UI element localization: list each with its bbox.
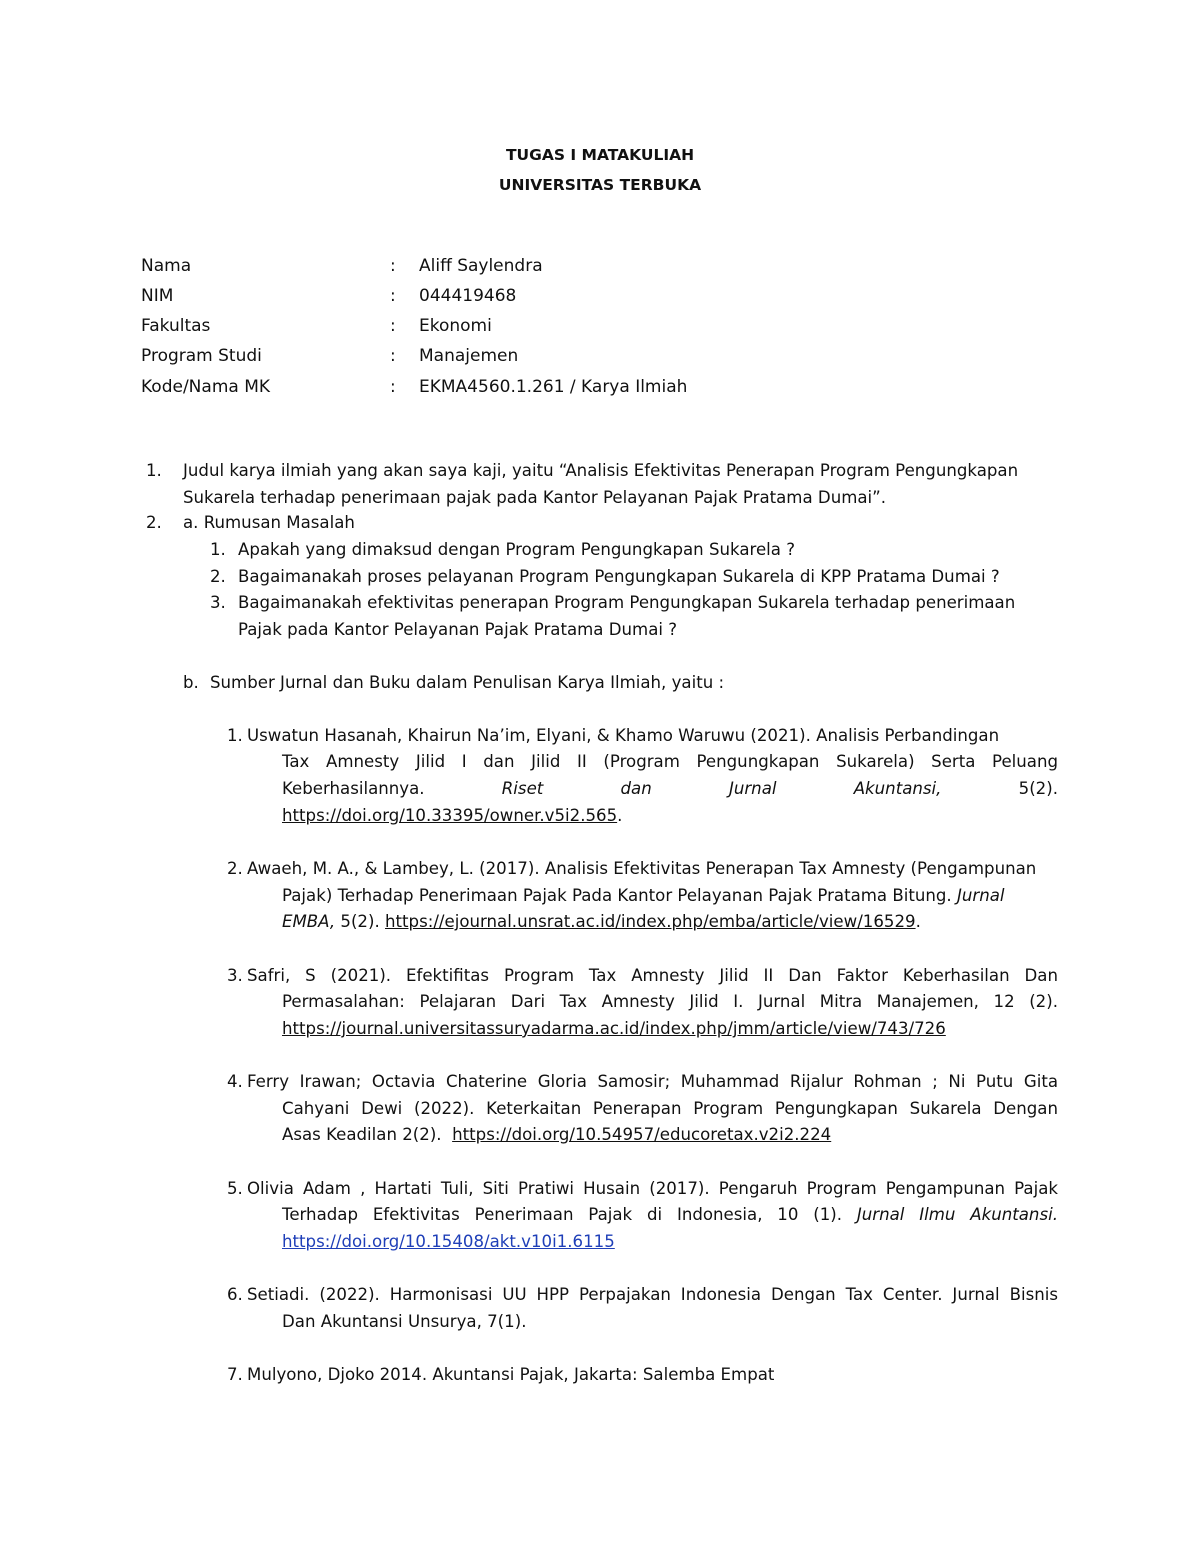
reference-text: Terhadap Efektivitas Penerimaan Pajak di Indonesia, 10 (1).	[282, 1205, 857, 1224]
identity-label: Fakultas	[141, 316, 211, 336]
reference-text: Pajak) Terhadap Penerimaan Pajak Pada Kantor Pelayanan Pajak Pratama Bitung.	[282, 886, 957, 905]
section-heading: a. Rumusan Masalah	[183, 513, 355, 532]
identity-value: Aliff Saylendra	[419, 256, 543, 276]
reference-number: 3.	[227, 966, 243, 985]
question-text: Bagaimanakah proses pelayanan Program Pengungkapan Sukarela di KPP Pratama Dumai ?	[238, 567, 1000, 586]
reference-text: Asas Keadilan 2(2).	[282, 1125, 453, 1144]
reference-number: 6.	[227, 1285, 243, 1304]
reference-text: Jurnal Ilmu Akuntansi.	[856, 1205, 1058, 1224]
identity-value: EKMA4560.1.261 / Karya Ilmiah	[419, 377, 688, 397]
identity-value: Ekonomi	[419, 316, 492, 336]
reference-text: Jurnal	[728, 779, 777, 798]
question-number: 2.	[210, 567, 226, 586]
reference-text: 5(2).	[335, 912, 386, 931]
question-number: 1.	[210, 540, 226, 559]
reference-line	[282, 777, 1058, 801]
list-number: b.	[183, 673, 199, 692]
identity-label: Program Studi	[141, 346, 262, 366]
thesis-title-line: Sukarela terhadap penerimaan pajak pada Kantor Pelayanan Pajak Pratama Dumai”.	[183, 488, 887, 507]
reference-line: Cahyani Dewi (2022). Keterkaitan Penerapan Program Pengungkapan Sukarela Dengan	[282, 1099, 1058, 1118]
reference-line	[282, 884, 1005, 908]
reference-number: 1.	[227, 726, 243, 745]
reference-line: Permasalahan: Pelajaran Dari Tax Amnesty Jilid I. Jurnal Mitra Manajemen, 12 (2).	[282, 992, 1058, 1011]
identity-colon: :	[390, 346, 396, 366]
reference-text: Akuntansi,	[853, 779, 942, 798]
reference-text: Riset	[501, 779, 544, 798]
identity-colon: :	[390, 286, 396, 306]
identity-value: Manajemen	[419, 346, 519, 366]
identity-label: Kode/Nama MK	[141, 377, 271, 397]
reference-text: .	[915, 912, 921, 931]
section-heading: Sumber Jurnal dan Buku dalam Penulisan Karya Ilmiah, yaitu :	[210, 673, 725, 692]
reference-line: Safri, S (2021). Efektifitas Program Tax Amnesty Jilid II Dan Faktor Keberhasilan Dan	[247, 966, 1058, 985]
identity-colon: :	[390, 256, 396, 276]
question-text: Bagaimanakah efektivitas penerapan Program Pengungkapan Sukarela terhadap penerimaan	[238, 593, 1016, 612]
reference-text: .	[617, 806, 623, 825]
document-subtitle: UNIVERSITAS TERBUKA	[498, 176, 702, 194]
reference-text: 5(2).	[1018, 779, 1058, 798]
reference-line: Uswatun Hasanah, Khairun Na’im, Elyani, & Khamo Waruwu (2021). Analisis Perbandingan	[247, 726, 1000, 745]
question-text: Apakah yang dimaksud dengan Program Pengungkapan Sukarela ?	[238, 540, 796, 559]
reference-link[interactable]: https://doi.org/10.33395/owner.v5i2.565	[282, 806, 618, 825]
reference-link[interactable]: https://doi.org/10.54957/educoretax.v2i2.224	[452, 1125, 832, 1144]
reference-line: Dan Akuntansi Unsurya, 7(1).	[282, 1312, 527, 1331]
reference-line	[282, 804, 622, 828]
reference-line: Mulyono, Djoko 2014. Akuntansi Pajak, Jakarta: Salemba Empat	[247, 1365, 775, 1384]
reference-line: Olivia Adam , Hartati Tuli, Siti Pratiwi Husain (2017). Pengaruh Program Pengampunan Pajak	[247, 1179, 1058, 1198]
reference-line: Ferry Irawan; Octavia Chaterine Gloria Samosir; Muhammad Rijalur Rohman ; Ni Putu Gita	[247, 1072, 1058, 1091]
reference-link[interactable]: https://journal.universitassuryadarma.ac.id/index.php/jmm/article/view/743/726	[282, 1019, 946, 1038]
reference-line	[282, 910, 921, 934]
reference-line: Tax Amnesty Jilid I dan Jilid II (Program Pengungkapan Sukarela) Serta Peluang	[282, 752, 1058, 771]
reference-number: 7.	[227, 1365, 243, 1384]
document-title: TUGAS I MATAKULIAH	[505, 146, 695, 164]
reference-text: Jurnal	[957, 886, 1005, 905]
reference-line	[282, 1123, 831, 1147]
reference-line: Awaeh, M. A., & Lambey, L. (2017). Analisis Efektivitas Penerapan Tax Amnesty (Pengampunan	[247, 859, 1037, 878]
reference-text: Keberhasilannya.	[282, 779, 425, 798]
reference-line	[282, 1230, 615, 1254]
reference-line	[282, 1017, 946, 1041]
identity-value: 044419468	[419, 286, 517, 306]
reference-text: dan	[620, 779, 652, 798]
reference-link[interactable]: https://doi.org/10.15408/akt.v10i1.6115	[282, 1232, 615, 1251]
identity-colon: :	[390, 377, 396, 397]
reference-line	[282, 1203, 1058, 1227]
reference-number: 5.	[227, 1179, 243, 1198]
identity-label: NIM	[141, 286, 174, 306]
reference-line: Setiadi. (2022). Harmonisasi UU HPP Perpajakan Indonesia Dengan Tax Center. Jurnal Bisnis	[247, 1285, 1058, 1304]
question-number: 3.	[210, 593, 226, 612]
reference-number: 4.	[227, 1072, 243, 1091]
list-number: 2.	[146, 513, 162, 532]
reference-text: EMBA,	[282, 912, 336, 931]
list-number: 1.	[146, 461, 162, 480]
identity-label: Nama	[141, 256, 192, 276]
reference-link[interactable]: https://ejournal.unsrat.ac.id/index.php/emba/article/view/16529	[385, 912, 916, 931]
identity-colon: :	[390, 316, 396, 336]
question-text: Pajak pada Kantor Pelayanan Pajak Pratama Dumai ?	[238, 620, 678, 639]
thesis-title-line: Judul karya ilmiah yang akan saya kaji, yaitu “Analisis Efektivitas Penerapan Program Pengungkapan	[183, 461, 1019, 480]
reference-number: 2.	[227, 859, 243, 878]
